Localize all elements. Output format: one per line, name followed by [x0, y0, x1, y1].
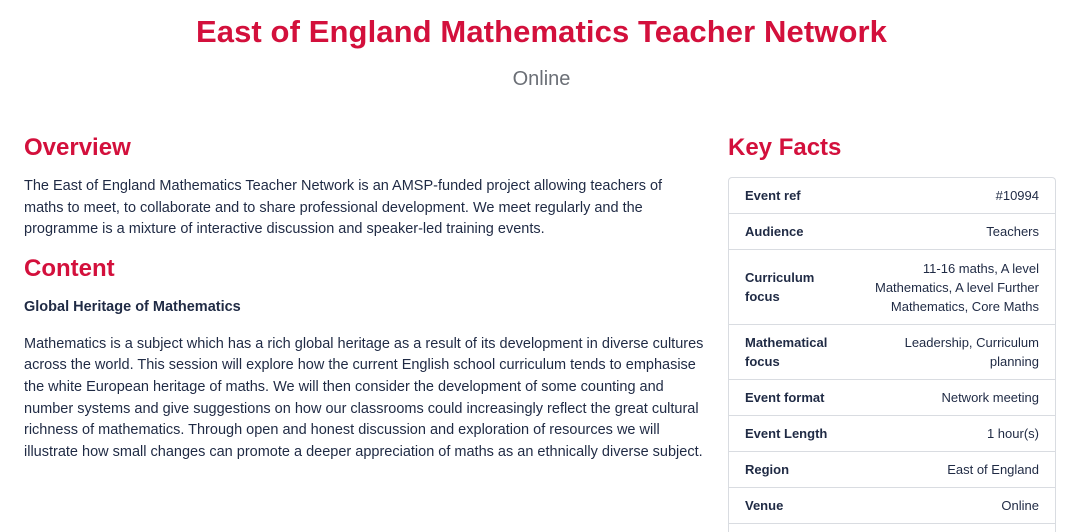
fact-row-event-length	[729, 416, 1055, 452]
fact-row-mathematical-focus	[729, 325, 1055, 380]
fact-value: Network meeting	[941, 390, 1039, 405]
fact-label: Mathematical focus	[745, 335, 828, 369]
key-facts-heading: Key Facts	[728, 134, 842, 161]
fact-value: 11-16 maths, A level Mathematics, A level Further Mathematics, Core Maths	[874, 260, 1039, 314]
fact-value: East of England	[947, 462, 1039, 477]
fact-row-curriculum-focus	[729, 250, 1055, 325]
fact-label: Region	[745, 462, 790, 477]
content-text: Mathematics is a subject which has a rich global heritage as a result of its development in diverse cultures across the world. This session will explore how the current English school curriculum tends to emphasise the white European heritage of maths. We will then consider the development of some counting and number systems and give suggestions on how our classrooms could increasingly reflect the great cultural richness of mathematics. Through open and honest discussion and exploration of resources we will illustrate how small changes can promote a deeper appreciation of maths as an ethnically diverse subject.	[24, 335, 704, 460]
fact-label: Curriculum focus	[745, 270, 815, 304]
fact-row-event-format	[729, 380, 1055, 416]
fact-value: Online	[1001, 498, 1039, 513]
fact-value: Leadership, Curriculum planning	[904, 335, 1039, 369]
page-title: East of England Mathematics Teacher Network	[195, 14, 888, 49]
overview-heading: Overview	[24, 134, 131, 161]
content-heading: Content	[24, 254, 115, 282]
fact-label: Venue	[745, 498, 784, 513]
fact-label: Audience	[745, 224, 804, 239]
fact-value: #10994	[995, 188, 1039, 203]
fact-label: Event format	[745, 390, 825, 405]
fact-label: Event ref	[745, 188, 801, 203]
fact-row-region	[729, 452, 1055, 488]
fact-value: 1 hour(s)	[986, 426, 1039, 441]
main-content	[24, 132, 704, 463]
page-subtitle: Online	[512, 68, 571, 90]
fact-label: Event Length	[745, 426, 828, 441]
key-facts-panel	[728, 132, 1056, 532]
fact-row-event-ref	[729, 178, 1055, 214]
overview-text: The East of England Mathematics Teacher Network is an AMSP-funded project allowing teachers of maths to meet, to collaborate and to share professional development. We meet regularly and the programme is a mixture of interactive discussion and speaker-led training events.	[24, 178, 663, 238]
fact-row-audience	[729, 214, 1055, 250]
fact-row-partial	[729, 524, 1055, 532]
content-subheading: Global Heritage of Mathematics	[24, 298, 241, 315]
fact-row-venue	[729, 488, 1055, 524]
key-facts-table	[728, 177, 1056, 532]
fact-value: Teachers	[986, 224, 1039, 239]
